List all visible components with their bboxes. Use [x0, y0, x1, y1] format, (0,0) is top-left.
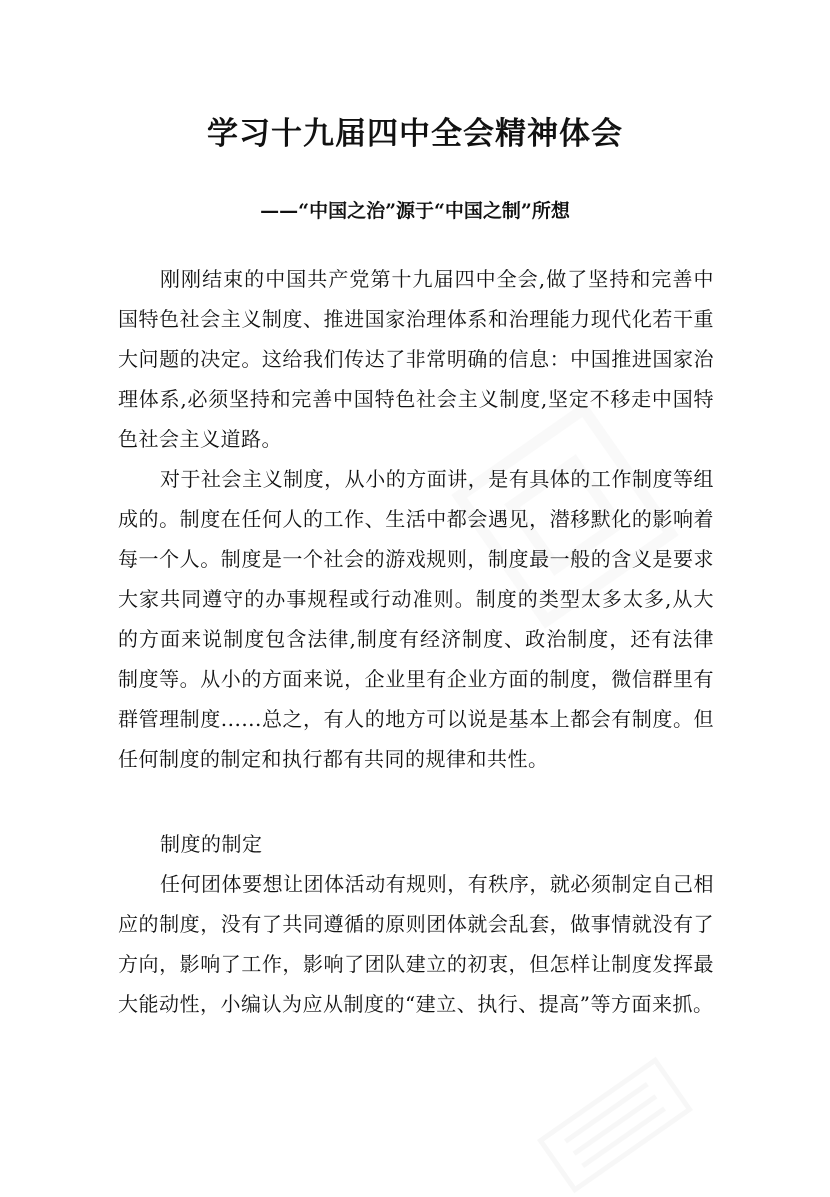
watermark-logo — [533, 1053, 696, 1196]
paragraph-1: 刚刚结束的中国共产党第十九届四中全会,做了坚持和完善中国特色社会主义制度、推进国家治理体系和治理能力现代化若干重大问题的决定。这给我们传达了非常明确的信息：中国推进国家治理体系,必须坚持和完善中国特色社会主义制度,坚定不移走中国特色社会主义道路。 — [118, 267, 714, 451]
document-title: 学习十九届四中全会精神体会 — [207, 116, 623, 152]
paragraph-3: 任何团体要想让团体活动有规则，有秩序，就必须制定自己相应的制度，没有了共同遵循的原则团体就会乱套，做事情就没有了方向，影响了工作，影响了团队建立的初衷，但怎样让制度发挥最大能动性，小编认为应从制度的“建立、执行、提高”等方面来抓。 — [118, 872, 714, 1016]
paragraph-2: 对于社会主义制度，从小的方面讲，是有具体的工作制度等组成的。制度在任何人的工作、生活中都会遇见，潜移默化的影响着每一个人。制度是一个社会的游戏规则，制度最一般的含义是要求大家共同遵守的办事规程或行动准则。制度的类型太多太多,从大的方面来说制度包含法律,制度有经济制度、政治制度，还有法律制度等。从小的方面来说，企业里有企业方面的制度，微信群里有群管理制度......总之，有人的地方可以说是基本上都会有制度。但任何制度的制定和执行都有共同的规律和共性。 — [118, 467, 714, 771]
document-subtitle: ——“中国之治”源于“中国之制”所想 — [260, 200, 570, 222]
section-heading: 制度的制定 — [160, 832, 263, 856]
